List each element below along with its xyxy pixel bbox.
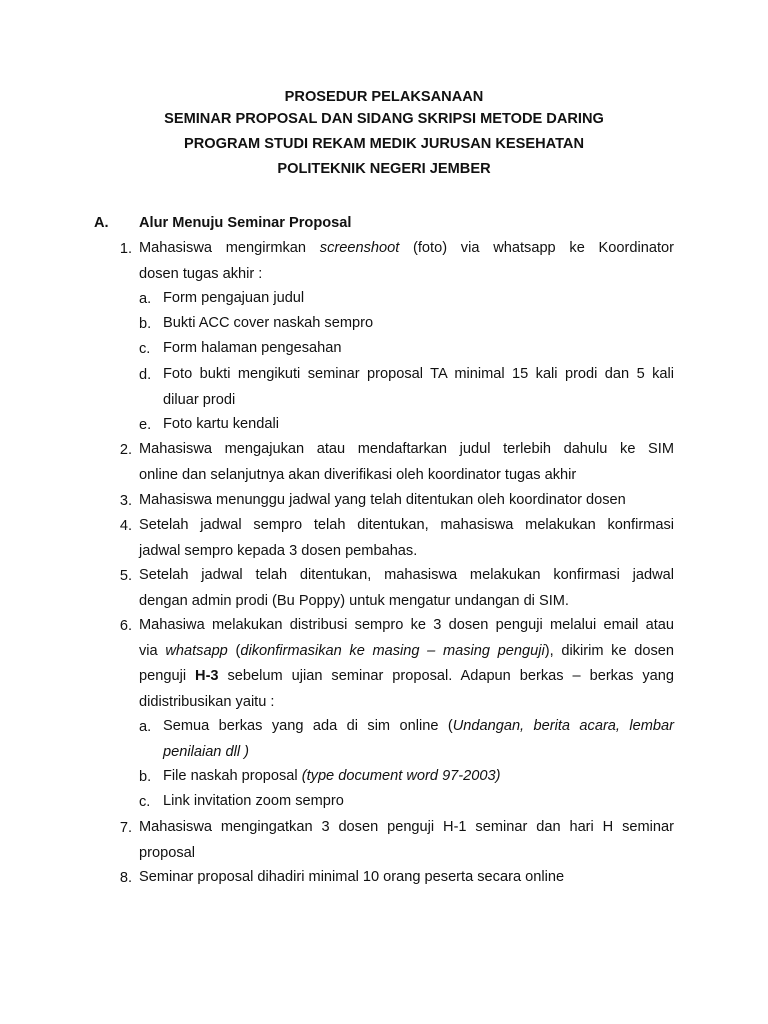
list-number: 6.	[119, 618, 132, 634]
sub-item-text: Foto bukti mengikuti seminar proposal TA minimal 15 kali prodi dan 5 kali diluar prodi	[163, 366, 674, 408]
title-line-1: PROSEDUR PELAKSANAAN	[284, 89, 484, 105]
title-line-4: POLITEKNIK NEGERI JEMBER	[277, 161, 491, 177]
list-item-7: Mahasiswa mengingatkan 3 dosen penguji H-1 seminar dan hari H seminar proposal	[139, 819, 674, 861]
title-line-2: SEMINAR PROPOSAL DAN SIDANG SKRIPSI METODE DARING	[164, 111, 604, 127]
list-item-1-line-1: Mahasiswa mengirmkan screenshoot (foto) via whatsapp ke Koordinator	[139, 240, 674, 256]
list-item-1	[139, 236, 674, 287]
sub-mark: d.	[139, 367, 152, 383]
list-item-1-line-2: dosen tugas akhir :	[139, 265, 263, 282]
sub-item-text: Form halaman pengesahan	[163, 340, 342, 356]
list-item-4: Setelah jadwal sempro telah ditentukan, mahasiswa melakukan konfirmasi jadwal sempro kepada 3 dosen pembahas.	[139, 517, 674, 559]
list-number: 8.	[119, 870, 132, 886]
sub-item-text: Foto kartu kendali	[163, 416, 280, 432]
list-item-3: Mahasiswa menunggu jadwal yang telah ditentukan oleh koordinator dosen	[139, 492, 626, 508]
list-number: 1.	[119, 241, 132, 257]
title-line-3: PROGRAM STUDI REKAM MEDIK JURUSAN KESEHATAN	[184, 136, 584, 152]
list-item-5: Setelah jadwal telah ditentukan, mahasiswa melakukan konfirmasi jadwal dengan admin prodi (Bu Poppy) untuk mengatur undangan di SIM.	[139, 567, 674, 609]
sub-item-text: Link invitation zoom sempro	[163, 793, 344, 809]
sub-mark: b.	[139, 316, 152, 332]
sub-item-text: Bukti ACC cover naskah sempro	[163, 315, 374, 331]
sub-item-text: Semua berkas yang ada di sim online (Undangan, berita acara, lembar penilaian dll )	[163, 718, 674, 760]
sub-mark: a.	[139, 719, 152, 735]
sub-mark: b.	[139, 769, 152, 785]
list-item-2: Mahasiswa mengajukan atau mendaftarkan judul terlebih dahulu ke SIM online dan selanjutnya akan diverifikasi oleh koordinator tugas akhir	[139, 441, 674, 483]
list-number: 7.	[119, 820, 132, 836]
section-label: Alur Menuju Seminar Proposal	[139, 215, 352, 231]
sub-mark: c.	[139, 341, 151, 357]
list-number: 4.	[119, 518, 132, 534]
list-number: 3.	[119, 493, 132, 509]
sub-mark: e.	[139, 417, 152, 433]
list-item-6: Mahasiwa melakukan distribusi sempro ke 3 dosen penguji melalui email atau via whatsapp (dikonfirmasikan ke masing – masing penguji), dikirim ke dosen penguji H-3 sebelum ujian seminar proposal. Adapun berkas – berkas yang didistribusikan yaitu :	[139, 617, 674, 710]
list-number: 2.	[119, 442, 132, 458]
list-number: 5.	[119, 568, 132, 584]
sub-item-text: Form pengajuan judul	[163, 290, 305, 306]
section-letter: A.	[94, 215, 109, 231]
sub-mark: c.	[139, 794, 151, 810]
sub-item-text: File naskah proposal (type document word 97-2003)	[163, 768, 501, 784]
list-item-8: Seminar proposal dihadiri minimal 10 orang peserta secara online	[139, 869, 565, 885]
sub-mark: a.	[139, 291, 152, 307]
